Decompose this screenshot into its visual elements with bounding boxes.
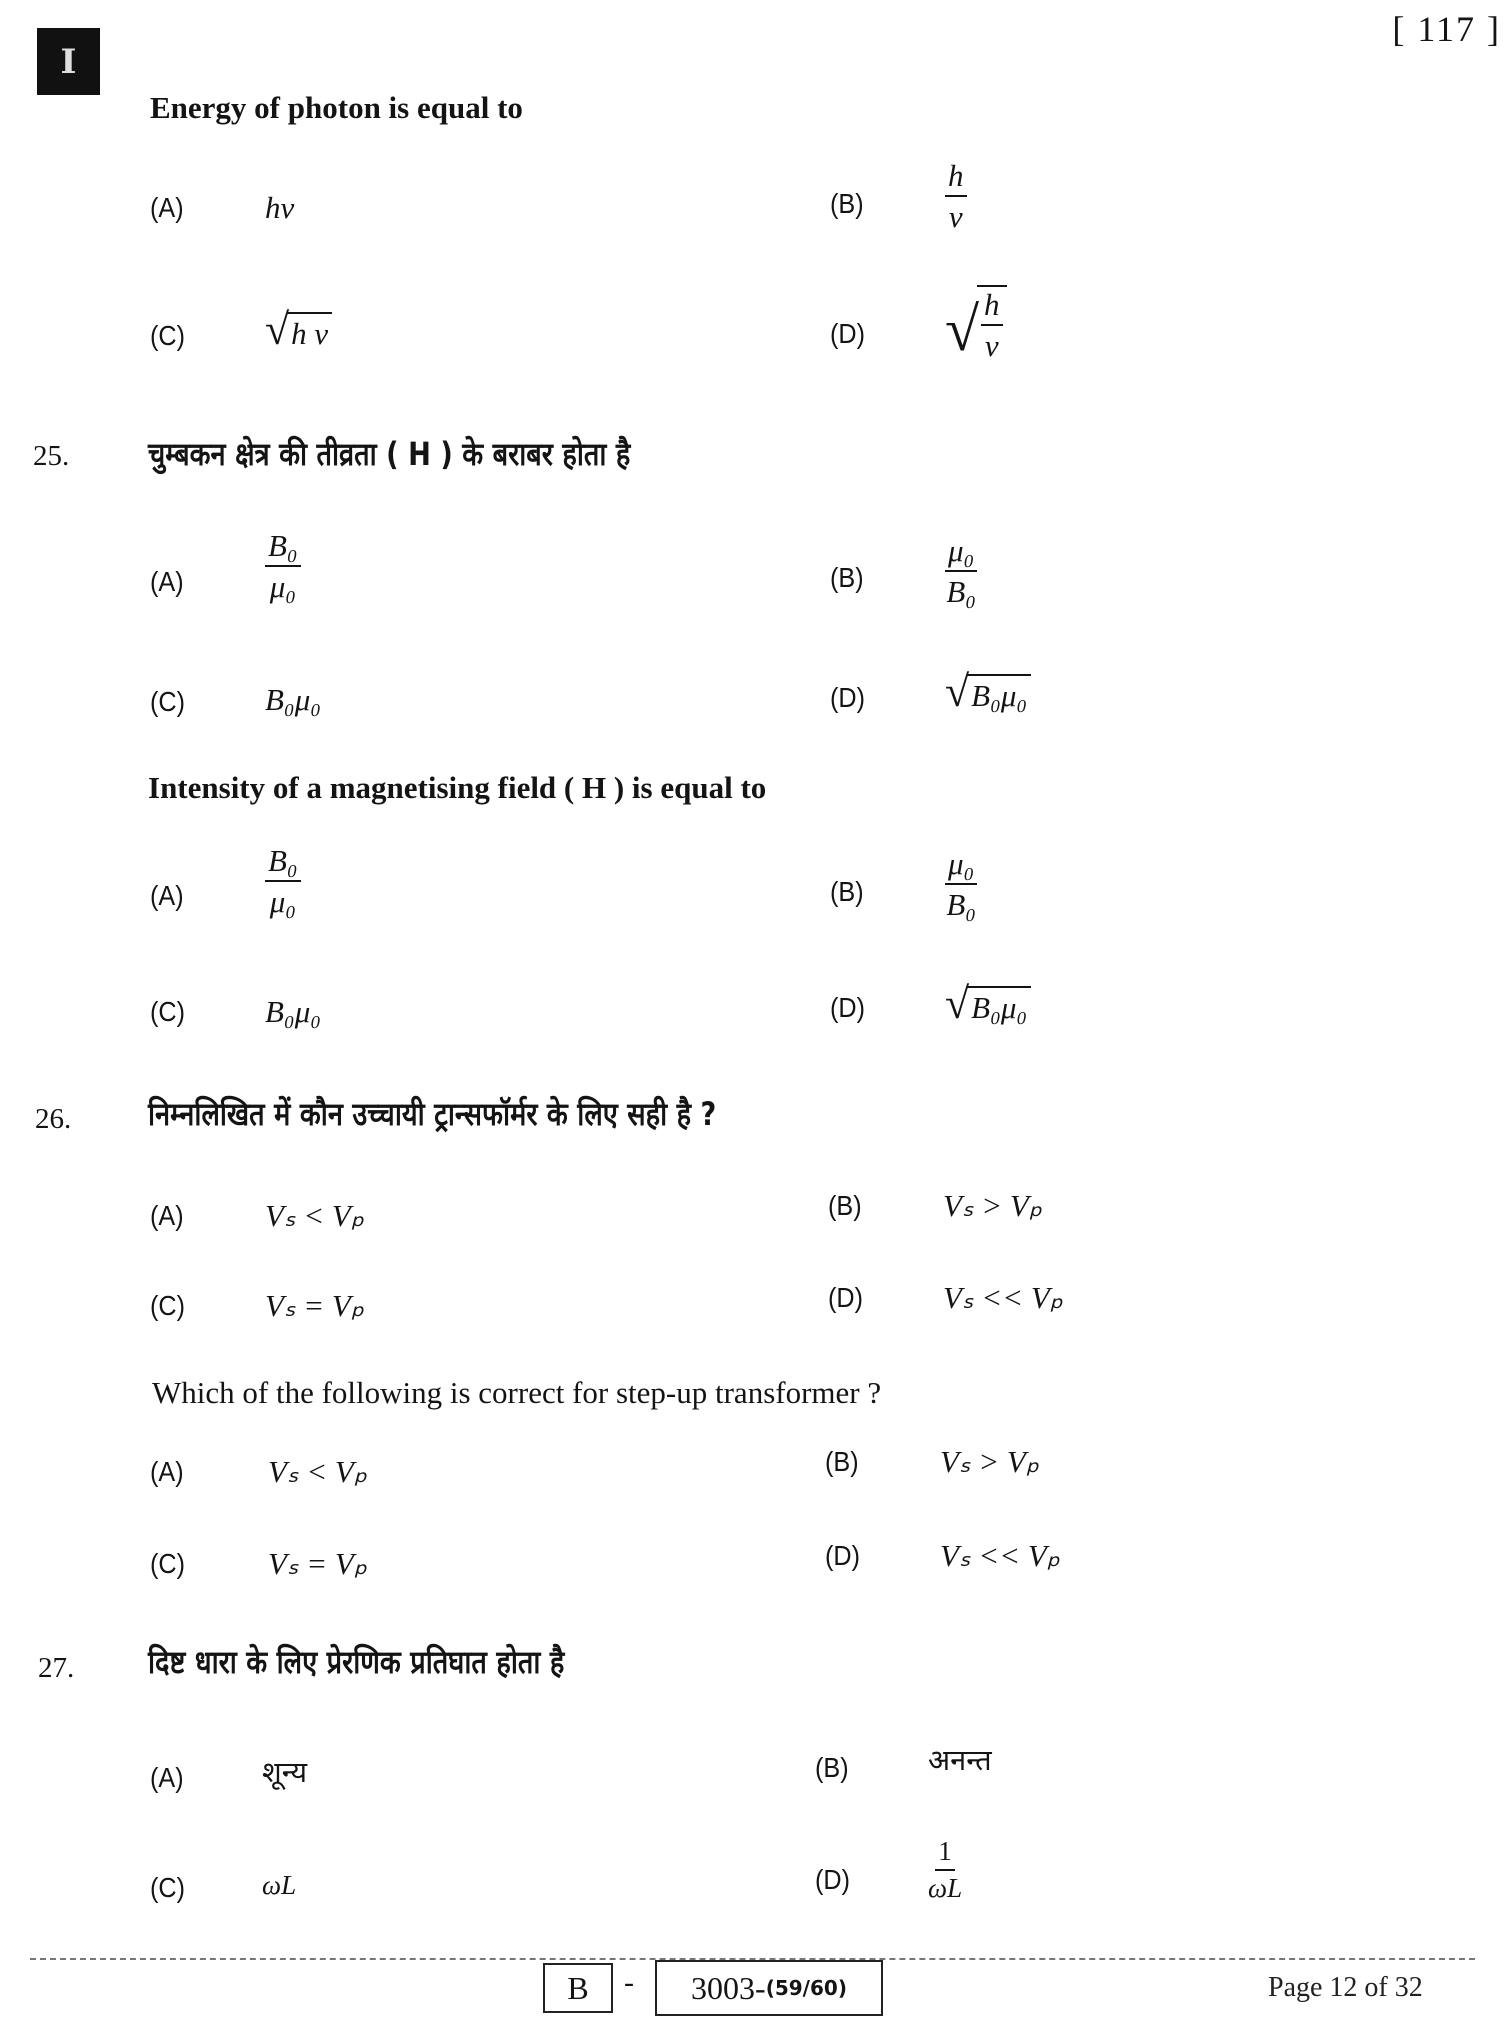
square-root xyxy=(265,305,332,354)
denominator: B₀ xyxy=(946,887,977,922)
q25-hi-option-d-label: (D) xyxy=(830,682,865,713)
q27-option-d-value xyxy=(928,1838,962,1902)
radicand: h ν xyxy=(287,312,332,352)
q26-en-option-a-value: Vₛ < Vₚ xyxy=(268,1454,368,1489)
q26-en-option-d-label: (D) xyxy=(825,1540,860,1571)
q24-option-b-label: (B) xyxy=(830,188,864,219)
square-root xyxy=(945,285,1007,364)
booklet-series-box xyxy=(543,1963,613,2013)
paper-code-suffix: (59/60) xyxy=(765,1976,847,2000)
q26-en-option-c-value: Vₛ = Vₚ xyxy=(268,1546,368,1581)
page-indicator: Page 12 of 32 xyxy=(1268,1972,1423,2003)
denominator: ν xyxy=(984,328,999,363)
question-26-number: 26. xyxy=(35,1103,72,1135)
q26-hi-option-c-value: Vₛ = Vₚ xyxy=(265,1288,365,1323)
q25-en-option-a-label: (A) xyxy=(150,880,184,911)
q24-option-b-value xyxy=(945,160,967,232)
radicand: B₀μ₀ xyxy=(967,986,1031,1026)
question-25-stem-en: Intensity of a magnetising field ( H ) is equal to xyxy=(148,770,767,805)
numerator: B₀ xyxy=(265,845,301,882)
question-26-stem-hi: निम्नलिखित में कौन उच्चायी ट्रान्सफॉर्मर के लिए सही है ? xyxy=(148,1095,717,1133)
question-26-stem-en: Which of the following is correct for step-up transformer ? xyxy=(152,1375,882,1410)
booklet-series: B xyxy=(567,1969,589,2006)
square-root xyxy=(945,667,1031,716)
q25-en-option-a-value xyxy=(265,845,301,917)
q25-hi-option-c-label: (C) xyxy=(150,686,185,717)
question-27-number: 27. xyxy=(38,1652,75,1684)
square-root xyxy=(945,979,1031,1028)
q26-en-option-c-label: (C) xyxy=(150,1548,185,1579)
q25-hi-option-b-label: (B) xyxy=(830,562,864,593)
page-marker: [ 117 ] xyxy=(1392,9,1501,49)
fraction xyxy=(945,535,977,607)
radical-sign-icon: √ xyxy=(945,979,970,1028)
q26-hi-option-a-label: (A) xyxy=(150,1200,184,1231)
q26-en-option-d-value: Vₛ << Vₚ xyxy=(940,1538,1061,1573)
footer-separator: - xyxy=(624,1966,634,1999)
q27-option-a-value: शून्य xyxy=(262,1755,308,1789)
q27-option-c-label: (C) xyxy=(150,1872,185,1903)
q24-option-a-value: hν xyxy=(265,190,295,225)
numerator: 1 xyxy=(935,1838,955,1871)
q27-option-d-label: (D) xyxy=(815,1864,850,1895)
q26-en-option-b-value: Vₛ > Vₚ xyxy=(940,1444,1040,1479)
paper-code-box xyxy=(655,1960,883,2016)
fraction xyxy=(945,848,977,920)
q26-en-option-b-label: (B) xyxy=(825,1446,859,1477)
q27-option-a-label: (A) xyxy=(150,1762,184,1793)
numerator: μ₀ xyxy=(945,535,977,572)
numerator: μ₀ xyxy=(945,848,977,885)
denominator: μ₀ xyxy=(269,884,297,919)
q27-option-b-value: अनन्त xyxy=(928,1743,992,1777)
radicand: B₀μ₀ xyxy=(967,674,1031,714)
radical-sign-icon: √ xyxy=(265,305,290,354)
numerator: h xyxy=(945,160,967,197)
radical-sign-icon: √ xyxy=(945,296,980,364)
q26-hi-option-d-label: (D) xyxy=(828,1282,863,1313)
fraction xyxy=(981,289,1003,361)
paper-code: 3003- xyxy=(691,1969,766,2006)
fraction xyxy=(265,845,301,917)
q25-en-option-c-label: (C) xyxy=(150,996,185,1027)
denominator: ωL xyxy=(928,1873,963,1903)
denominator: ν xyxy=(948,199,963,234)
q26-hi-option-a-value: Vₛ < Vₚ xyxy=(265,1198,365,1233)
q25-hi-option-c-value: B₀μ₀ xyxy=(265,682,322,717)
radical-sign-icon: √ xyxy=(945,667,970,716)
q27-option-c-value: ωL xyxy=(262,1870,297,1900)
question-27-stem-hi: दिष्ट धारा के लिए प्रेरणिक प्रतिघात होता है xyxy=(148,1643,565,1681)
question-25-stem-hi: चुम्बकन क्षेत्र की तीव्रता ( H ) के बराबर होता है xyxy=(148,435,631,473)
fraction xyxy=(265,530,301,602)
fraction xyxy=(945,160,967,232)
q24-option-a-label: (A) xyxy=(150,192,184,223)
q25-hi-option-a-label: (A) xyxy=(150,566,184,597)
q25-en-option-d-value xyxy=(945,979,1031,1028)
q26-en-option-a-label: (A) xyxy=(150,1456,184,1487)
q24-option-c-value xyxy=(265,305,332,354)
booklet-set-badge: I xyxy=(37,28,100,95)
radicand xyxy=(977,285,1007,361)
q25-en-option-b-value xyxy=(945,848,977,920)
q26-hi-option-d-value: Vₛ << Vₚ xyxy=(943,1280,1064,1315)
q25-en-option-c-value: B₀μ₀ xyxy=(265,994,322,1029)
q24-option-c-label: (C) xyxy=(150,320,185,351)
question-24-stem-en: Energy of photon is equal to xyxy=(150,90,523,125)
numerator: h xyxy=(981,289,1003,326)
q25-hi-option-d-value xyxy=(945,667,1031,716)
q24-option-d-label: (D) xyxy=(830,318,865,349)
denominator: μ₀ xyxy=(269,569,297,604)
fraction xyxy=(928,1838,962,1902)
q26-hi-option-c-label: (C) xyxy=(150,1290,185,1321)
q25-en-option-b-label: (B) xyxy=(830,876,864,907)
q26-hi-option-b-label: (B) xyxy=(828,1190,862,1221)
q25-hi-option-b-value xyxy=(945,535,977,607)
numerator: B₀ xyxy=(265,530,301,567)
q25-hi-option-a-value xyxy=(265,530,301,602)
denominator: B₀ xyxy=(946,574,977,609)
question-25-number: 25. xyxy=(33,440,70,472)
q26-hi-option-b-value: Vₛ > Vₚ xyxy=(943,1188,1043,1223)
q24-option-d-value xyxy=(945,285,1007,364)
q25-en-option-d-label: (D) xyxy=(830,992,865,1023)
q27-option-b-label: (B) xyxy=(815,1752,849,1783)
